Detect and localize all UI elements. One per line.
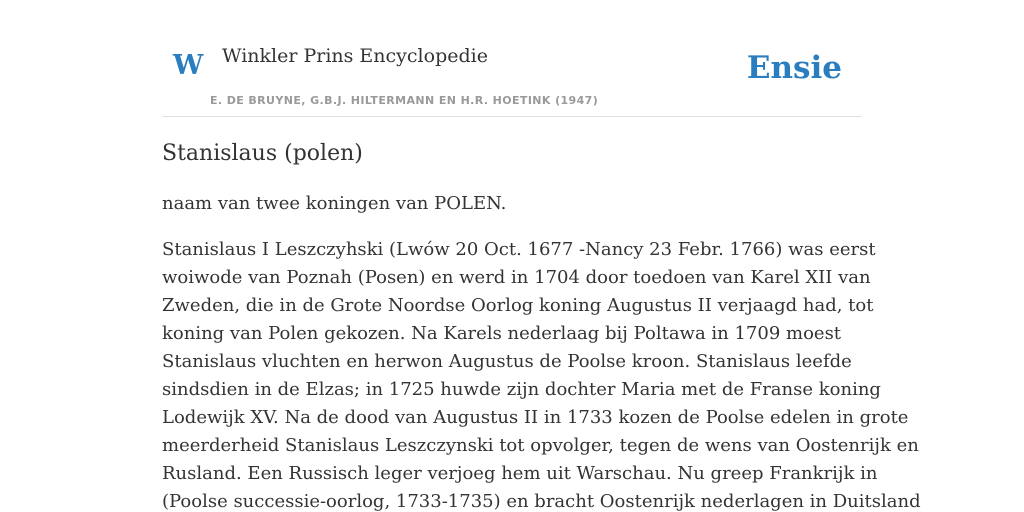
article-body-line: Stanislaus vluchten en herwon Augustus de Poolse kroon. Stanislaus leefde — [162, 351, 852, 372]
article-body-line: Rusland. Een Russisch leger verjoeg hem uit Warschau. Nu greep Frankrijk in — [162, 463, 878, 484]
article-body-line: Zweden, die in de Grote Noordse Oorlog koning Augustus II verjaagd had, tot — [162, 295, 874, 316]
article-body-line: sindsdien in de Elzas; in 1725 huwde zijn dochter Maria met de Franse koning — [162, 379, 881, 400]
article-body-line: woiwode van Poznah (Posen) en werd in 1704 door toedoen van Karel XII van — [162, 267, 871, 288]
article-body-line: meerderheid Stanislaus Leszczynski tot opvolger, tegen de wens van Oostenrijk en — [162, 435, 919, 456]
article-body-line: koning van Polen gekozen. Na Karels nederlaag bij Poltawa in 1709 moest — [162, 323, 842, 344]
book-title-link[interactable]: Winkler Prins Encyclopedie — [222, 45, 488, 67]
article-body-line: (Poolse successie-oorlog, 1733-1735) en bracht Oostenrijk nederlagen in Duitsland — [162, 491, 921, 512]
book-authors: E. DE BRUYNE, G.B.J. HILTERMANN EN H.R. HOETINK (1947) — [210, 94, 599, 107]
site-header — [162, 36, 862, 117]
article-intro: naam van twee koningen van POLEN. — [162, 193, 507, 214]
winkler-prins-logo[interactable]: W — [173, 50, 204, 81]
article-body-line: Lodewijk XV. Na de dood van Augustus II in 1733 kozen de Poolse edelen in grote — [162, 407, 909, 428]
article-body-line: Stanislaus I Leszczyhski (Lwów 20 Oct. 1677 -Nancy 23 Febr. 1766) was eerst — [162, 239, 876, 260]
article-title: Stanislaus (polen) — [162, 141, 363, 166]
ensie-brand-link[interactable]: Ensie — [746, 50, 842, 86]
article-body — [162, 236, 921, 512]
article — [162, 138, 921, 512]
